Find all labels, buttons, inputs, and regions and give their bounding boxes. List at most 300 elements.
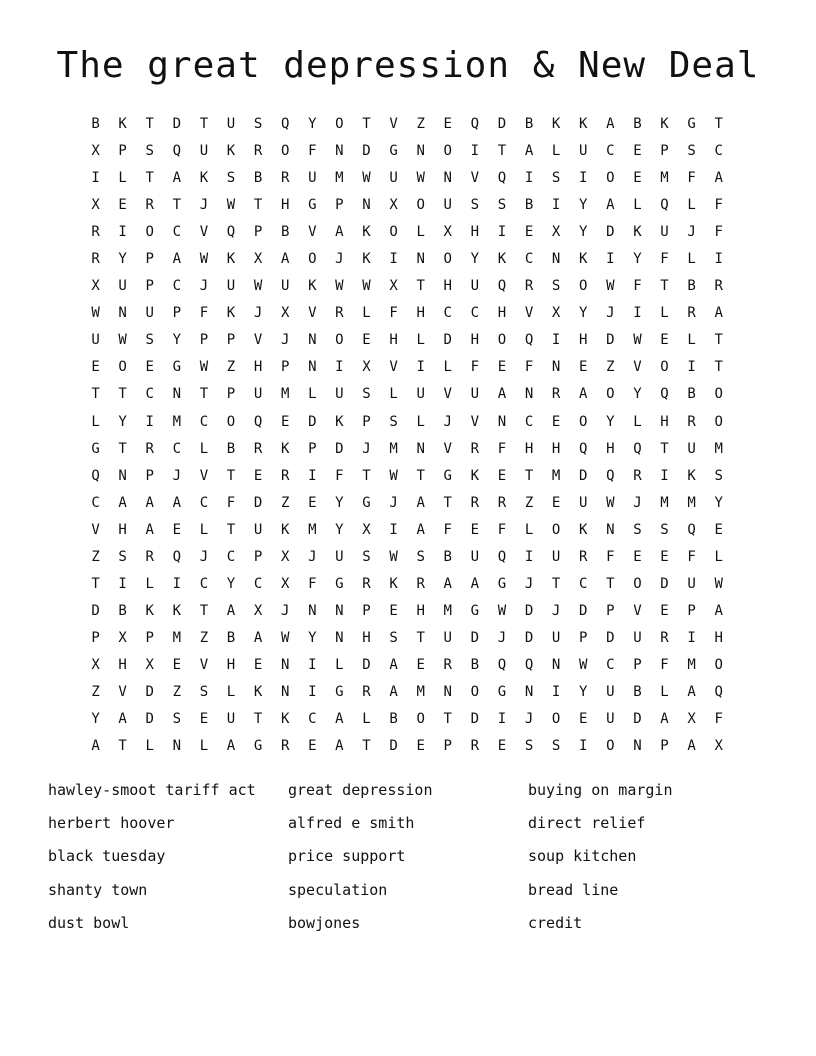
grid-letter[interactable]: T bbox=[118, 738, 127, 755]
grid-letter[interactable]: U bbox=[118, 278, 127, 295]
grid-letter[interactable]: S bbox=[470, 197, 480, 214]
grid-letter[interactable]: F bbox=[308, 575, 317, 592]
grid-letter[interactable]: F bbox=[443, 521, 452, 538]
grid-letter[interactable]: H bbox=[497, 305, 507, 322]
grid-letter[interactable]: M bbox=[280, 386, 290, 403]
grid-letter[interactable]: D bbox=[362, 143, 371, 160]
grid-letter[interactable]: S bbox=[145, 143, 154, 160]
grid-letter[interactable]: Q bbox=[497, 278, 507, 295]
grid-letter[interactable]: A bbox=[389, 656, 398, 673]
grid-letter[interactable]: C bbox=[443, 305, 452, 322]
grid-letter[interactable]: R bbox=[335, 305, 344, 322]
grid-letter[interactable]: S bbox=[118, 548, 127, 565]
grid-letter[interactable]: W bbox=[606, 278, 615, 295]
grid-letter[interactable]: K bbox=[335, 413, 344, 430]
grid-letter[interactable]: X bbox=[280, 305, 290, 322]
grid-letter[interactable]: E bbox=[714, 521, 723, 538]
grid-letter[interactable]: I bbox=[389, 521, 398, 538]
grid-letter[interactable]: R bbox=[280, 738, 290, 755]
grid-letter[interactable]: A bbox=[91, 738, 100, 755]
grid-letter[interactable]: C bbox=[606, 656, 615, 673]
grid-letter[interactable]: R bbox=[687, 305, 696, 322]
grid-letter[interactable]: S bbox=[199, 683, 209, 700]
grid-letter[interactable]: K bbox=[389, 575, 398, 592]
grid-letter[interactable]: Q bbox=[280, 116, 290, 132]
grid-letter[interactable]: T bbox=[226, 521, 236, 538]
grid-letter[interactable]: A bbox=[118, 711, 127, 728]
grid-letter[interactable]: H bbox=[416, 305, 425, 322]
grid-letter[interactable]: L bbox=[335, 656, 344, 673]
grid-letter[interactable]: C bbox=[226, 548, 236, 565]
grid-letter[interactable]: B bbox=[280, 224, 290, 241]
grid-letter[interactable]: P bbox=[660, 738, 669, 755]
grid-letter[interactable]: L bbox=[416, 413, 425, 430]
grid-letter[interactable]: J bbox=[199, 197, 209, 214]
grid-letter[interactable]: D bbox=[91, 602, 100, 619]
grid-letter[interactable]: A bbox=[416, 521, 425, 538]
grid-letter[interactable]: F bbox=[199, 305, 209, 322]
grid-letter[interactable]: J bbox=[524, 711, 534, 728]
grid-letter[interactable]: X bbox=[91, 278, 100, 295]
grid-letter[interactable]: S bbox=[687, 143, 696, 160]
grid-letter[interactable]: M bbox=[443, 602, 452, 619]
grid-letter[interactable]: I bbox=[551, 197, 561, 214]
grid-letter[interactable]: T bbox=[606, 575, 615, 592]
grid-letter[interactable]: A bbox=[470, 575, 480, 592]
grid-letter[interactable]: W bbox=[199, 359, 209, 376]
grid-letter[interactable]: N bbox=[633, 738, 642, 755]
grid-letter[interactable]: G bbox=[443, 467, 452, 484]
grid-letter[interactable]: I bbox=[579, 738, 588, 755]
grid-letter[interactable]: N bbox=[308, 332, 317, 349]
grid-letter[interactable]: D bbox=[660, 575, 669, 592]
grid-letter[interactable]: J bbox=[280, 602, 290, 619]
grid-letter[interactable]: H bbox=[714, 629, 723, 646]
grid-letter[interactable]: L bbox=[660, 305, 669, 322]
grid-letter[interactable]: P bbox=[118, 143, 127, 160]
grid-letter[interactable]: R bbox=[714, 278, 723, 295]
grid-letter[interactable]: A bbox=[416, 494, 425, 511]
grid-letter[interactable]: S bbox=[551, 738, 561, 755]
grid-letter[interactable]: W bbox=[389, 467, 398, 484]
grid-letter[interactable]: L bbox=[145, 575, 154, 592]
grid-letter[interactable]: L bbox=[687, 251, 696, 268]
grid-letter[interactable]: L bbox=[443, 359, 452, 376]
grid-letter[interactable]: U bbox=[389, 170, 398, 187]
grid-letter[interactable]: O bbox=[280, 143, 290, 160]
grid-letter[interactable]: U bbox=[443, 197, 452, 214]
grid-letter[interactable]: O bbox=[443, 251, 452, 268]
grid-letter[interactable]: Q bbox=[470, 116, 480, 132]
grid-letter[interactable]: P bbox=[199, 332, 209, 349]
grid-letter[interactable]: A bbox=[335, 224, 344, 241]
grid-letter[interactable]: Z bbox=[226, 359, 236, 376]
grid-letter[interactable]: D bbox=[145, 711, 154, 728]
grid-letter[interactable]: I bbox=[687, 359, 696, 376]
grid-letter[interactable]: B bbox=[91, 116, 100, 132]
grid-letter[interactable]: Y bbox=[579, 683, 588, 700]
grid-letter[interactable]: E bbox=[172, 521, 182, 538]
grid-letter[interactable]: U bbox=[470, 548, 480, 565]
grid-letter[interactable]: O bbox=[633, 575, 642, 592]
grid-letter[interactable]: A bbox=[145, 521, 154, 538]
grid-letter[interactable]: K bbox=[226, 305, 236, 322]
grid-letter[interactable]: D bbox=[362, 656, 371, 673]
grid-letter[interactable]: R bbox=[470, 440, 480, 457]
grid-letter[interactable]: B bbox=[226, 629, 236, 646]
grid-letter[interactable]: J bbox=[253, 305, 263, 322]
grid-letter[interactable]: R bbox=[91, 224, 100, 241]
grid-letter[interactable]: X bbox=[280, 548, 290, 565]
grid-letter[interactable]: I bbox=[308, 683, 317, 700]
grid-letter[interactable]: X bbox=[280, 575, 290, 592]
grid-letter[interactable]: L bbox=[524, 521, 534, 538]
grid-letter[interactable]: X bbox=[145, 656, 154, 673]
grid-letter[interactable]: M bbox=[687, 494, 696, 511]
grid-letter[interactable]: D bbox=[335, 440, 344, 457]
grid-letter[interactable]: C bbox=[199, 575, 209, 592]
grid-letter[interactable]: Q bbox=[579, 440, 588, 457]
grid-letter[interactable]: K bbox=[226, 143, 236, 160]
grid-letter[interactable]: L bbox=[199, 738, 209, 755]
grid-letter[interactable]: F bbox=[714, 197, 723, 214]
grid-letter[interactable]: W bbox=[335, 278, 344, 295]
grid-letter[interactable]: H bbox=[118, 656, 127, 673]
grid-letter[interactable]: R bbox=[91, 251, 100, 268]
grid-letter[interactable]: S bbox=[362, 548, 371, 565]
grid-letter[interactable]: M bbox=[660, 494, 669, 511]
grid-letter[interactable]: F bbox=[389, 305, 398, 322]
grid-letter[interactable]: J bbox=[524, 575, 534, 592]
grid-letter[interactable]: L bbox=[633, 197, 642, 214]
grid-letter[interactable]: Q bbox=[524, 656, 534, 673]
grid-letter[interactable]: G bbox=[497, 575, 507, 592]
grid-letter[interactable]: U bbox=[687, 575, 696, 592]
grid-letter[interactable]: D bbox=[470, 629, 480, 646]
grid-letter[interactable]: P bbox=[362, 413, 371, 430]
grid-letter[interactable]: J bbox=[551, 602, 561, 619]
grid-letter[interactable]: N bbox=[308, 602, 317, 619]
grid-letter[interactable]: Q bbox=[524, 332, 534, 349]
grid-letter[interactable]: M bbox=[308, 521, 317, 538]
grid-letter[interactable]: I bbox=[551, 683, 561, 700]
grid-letter[interactable]: E bbox=[524, 224, 534, 241]
grid-letter[interactable]: E bbox=[579, 711, 588, 728]
grid-letter[interactable]: E bbox=[362, 332, 371, 349]
grid-letter[interactable]: O bbox=[660, 359, 669, 376]
grid-letter[interactable]: Y bbox=[335, 521, 344, 538]
grid-letter[interactable]: K bbox=[145, 602, 154, 619]
grid-letter[interactable]: U bbox=[253, 521, 263, 538]
grid-letter[interactable]: Q bbox=[172, 143, 182, 160]
grid-letter[interactable]: K bbox=[687, 467, 696, 484]
grid-letter[interactable]: Q bbox=[497, 170, 507, 187]
grid-letter[interactable]: Z bbox=[91, 683, 100, 700]
grid-letter[interactable]: F bbox=[687, 170, 696, 187]
grid-letter[interactable]: I bbox=[551, 332, 561, 349]
grid-letter[interactable]: W bbox=[579, 656, 588, 673]
grid-letter[interactable]: B bbox=[226, 440, 236, 457]
grid-letter[interactable]: A bbox=[253, 629, 263, 646]
grid-letter[interactable]: D bbox=[606, 629, 615, 646]
grid-letter[interactable]: C bbox=[606, 143, 615, 160]
grid-letter[interactable]: H bbox=[443, 278, 452, 295]
grid-letter[interactable]: K bbox=[199, 170, 209, 187]
grid-letter[interactable]: S bbox=[497, 197, 507, 214]
grid-letter[interactable]: O bbox=[389, 224, 398, 241]
grid-letter[interactable]: C bbox=[470, 305, 480, 322]
grid-letter[interactable]: G bbox=[91, 440, 100, 457]
grid-letter[interactable]: F bbox=[308, 143, 317, 160]
grid-letter[interactable]: W bbox=[362, 278, 371, 295]
grid-letter[interactable]: F bbox=[714, 224, 723, 241]
grid-letter[interactable]: G bbox=[253, 738, 263, 755]
grid-letter[interactable]: R bbox=[253, 440, 263, 457]
grid-letter[interactable]: K bbox=[660, 116, 669, 132]
grid-letter[interactable]: Q bbox=[714, 683, 723, 700]
grid-letter[interactable]: T bbox=[145, 116, 154, 132]
grid-letter[interactable]: J bbox=[687, 224, 696, 241]
grid-letter[interactable]: L bbox=[91, 413, 100, 430]
grid-letter[interactable]: M bbox=[416, 683, 425, 700]
grid-letter[interactable]: T bbox=[714, 116, 723, 132]
grid-letter[interactable]: Q bbox=[91, 467, 100, 484]
grid-letter[interactable]: X bbox=[91, 656, 100, 673]
grid-letter[interactable]: H bbox=[579, 332, 588, 349]
grid-letter[interactable]: R bbox=[470, 738, 480, 755]
grid-letter[interactable]: X bbox=[362, 521, 371, 538]
grid-letter[interactable]: N bbox=[172, 386, 182, 403]
grid-letter[interactable]: T bbox=[145, 170, 154, 187]
grid-letter[interactable]: V bbox=[308, 224, 317, 241]
grid-letter[interactable]: H bbox=[524, 440, 534, 457]
grid-letter[interactable]: R bbox=[253, 143, 263, 160]
grid-letter[interactable]: P bbox=[687, 602, 696, 619]
grid-letter[interactable]: V bbox=[118, 683, 127, 700]
grid-letter[interactable]: T bbox=[362, 467, 371, 484]
grid-letter[interactable]: I bbox=[524, 170, 534, 187]
grid-letter[interactable]: P bbox=[226, 386, 236, 403]
grid-letter[interactable]: A bbox=[280, 251, 290, 268]
grid-letter[interactable]: W bbox=[280, 629, 290, 646]
grid-letter[interactable]: V bbox=[91, 521, 100, 538]
grid-letter[interactable]: E bbox=[660, 332, 669, 349]
grid-letter[interactable]: Q bbox=[660, 197, 669, 214]
grid-letter[interactable]: E bbox=[199, 711, 209, 728]
grid-letter[interactable]: A bbox=[714, 305, 723, 322]
grid-letter[interactable]: T bbox=[551, 575, 561, 592]
grid-letter[interactable]: F bbox=[226, 494, 236, 511]
grid-letter[interactable]: L bbox=[633, 413, 642, 430]
grid-letter[interactable]: U bbox=[579, 143, 588, 160]
grid-letter[interactable]: T bbox=[91, 386, 100, 403]
grid-letter[interactable]: A bbox=[145, 494, 154, 511]
grid-letter[interactable]: D bbox=[497, 116, 507, 132]
grid-letter[interactable]: U bbox=[551, 548, 561, 565]
grid-letter[interactable]: N bbox=[280, 656, 290, 673]
grid-letter[interactable]: S bbox=[714, 467, 723, 484]
grid-letter[interactable]: S bbox=[389, 629, 398, 646]
grid-letter[interactable]: C bbox=[199, 413, 209, 430]
grid-letter[interactable]: J bbox=[389, 494, 398, 511]
grid-letter[interactable]: P bbox=[606, 602, 615, 619]
grid-letter[interactable]: B bbox=[524, 197, 534, 214]
grid-letter[interactable]: K bbox=[633, 224, 642, 241]
grid-letter[interactable]: E bbox=[416, 738, 425, 755]
grid-letter[interactable]: E bbox=[308, 738, 317, 755]
grid-letter[interactable]: V bbox=[199, 467, 209, 484]
grid-letter[interactable]: U bbox=[199, 143, 209, 160]
grid-letter[interactable]: E bbox=[253, 656, 263, 673]
grid-letter[interactable]: R bbox=[280, 170, 290, 187]
grid-letter[interactable]: U bbox=[470, 278, 480, 295]
grid-letter[interactable]: E bbox=[551, 413, 561, 430]
grid-letter[interactable]: Y bbox=[633, 251, 642, 268]
grid-letter[interactable]: R bbox=[687, 413, 696, 430]
grid-letter[interactable]: B bbox=[470, 656, 480, 673]
grid-letter[interactable]: Q bbox=[497, 656, 507, 673]
grid-letter[interactable]: L bbox=[687, 332, 696, 349]
grid-letter[interactable]: K bbox=[497, 251, 507, 268]
grid-letter[interactable]: O bbox=[308, 251, 317, 268]
grid-letter[interactable]: X bbox=[362, 359, 371, 376]
grid-letter[interactable]: U bbox=[416, 386, 425, 403]
grid-letter[interactable]: B bbox=[524, 116, 534, 132]
grid-letter[interactable]: E bbox=[497, 359, 507, 376]
grid-letter[interactable]: T bbox=[91, 575, 100, 592]
grid-letter[interactable]: W bbox=[606, 494, 615, 511]
grid-letter[interactable]: O bbox=[551, 711, 561, 728]
grid-letter[interactable]: B bbox=[443, 548, 452, 565]
grid-letter[interactable]: T bbox=[660, 440, 669, 457]
grid-letter[interactable]: G bbox=[362, 494, 371, 511]
grid-letter[interactable]: Y bbox=[579, 197, 588, 214]
grid-letter[interactable]: X bbox=[551, 305, 561, 322]
grid-letter[interactable]: O bbox=[443, 143, 452, 160]
grid-letter[interactable]: L bbox=[199, 521, 209, 538]
grid-letter[interactable]: L bbox=[308, 386, 317, 403]
grid-letter[interactable]: T bbox=[524, 467, 534, 484]
grid-letter[interactable]: C bbox=[145, 386, 154, 403]
grid-letter[interactable]: U bbox=[226, 116, 236, 132]
grid-letter[interactable]: C bbox=[172, 278, 182, 295]
grid-letter[interactable]: G bbox=[687, 116, 696, 132]
grid-letter[interactable]: Z bbox=[416, 116, 425, 132]
grid-letter[interactable]: M bbox=[687, 656, 696, 673]
grid-letter[interactable]: M bbox=[660, 170, 669, 187]
grid-letter[interactable]: K bbox=[362, 251, 371, 268]
grid-letter[interactable]: U bbox=[470, 386, 480, 403]
grid-letter[interactable]: O bbox=[118, 359, 127, 376]
grid-letter[interactable]: W bbox=[389, 548, 398, 565]
grid-letter[interactable]: O bbox=[714, 656, 723, 673]
grid-letter[interactable]: U bbox=[335, 386, 344, 403]
grid-letter[interactable]: E bbox=[660, 548, 669, 565]
grid-letter[interactable]: N bbox=[362, 197, 371, 214]
grid-letter[interactable]: Y bbox=[308, 116, 317, 132]
grid-letter[interactable]: Q bbox=[606, 467, 615, 484]
grid-letter[interactable]: N bbox=[551, 656, 561, 673]
grid-letter[interactable]: Y bbox=[606, 413, 615, 430]
grid-letter[interactable]: K bbox=[579, 251, 588, 268]
grid-letter[interactable]: S bbox=[660, 521, 669, 538]
grid-letter[interactable]: O bbox=[579, 278, 588, 295]
grid-letter[interactable]: R bbox=[443, 656, 452, 673]
grid-letter[interactable]: E bbox=[551, 494, 561, 511]
grid-letter[interactable]: K bbox=[280, 711, 290, 728]
grid-letter[interactable]: V bbox=[443, 386, 452, 403]
grid-letter[interactable]: I bbox=[687, 629, 696, 646]
grid-letter[interactable]: T bbox=[443, 711, 452, 728]
grid-letter[interactable]: A bbox=[172, 494, 182, 511]
grid-letter[interactable]: P bbox=[308, 440, 317, 457]
grid-letter[interactable]: O bbox=[145, 224, 154, 241]
grid-letter[interactable]: R bbox=[633, 467, 642, 484]
grid-letter[interactable]: L bbox=[118, 170, 127, 187]
grid-letter[interactable]: I bbox=[416, 359, 425, 376]
grid-letter[interactable]: A bbox=[226, 602, 236, 619]
grid-letter[interactable]: W bbox=[118, 332, 127, 349]
grid-letter[interactable]: T bbox=[660, 278, 669, 295]
grid-letter[interactable]: P bbox=[226, 332, 236, 349]
grid-letter[interactable]: I bbox=[335, 359, 344, 376]
grid-letter[interactable]: N bbox=[335, 629, 344, 646]
grid-letter[interactable]: Z bbox=[199, 629, 209, 646]
grid-letter[interactable]: L bbox=[145, 738, 154, 755]
grid-letter[interactable]: L bbox=[199, 440, 209, 457]
grid-letter[interactable]: O bbox=[335, 116, 344, 132]
grid-letter[interactable]: U bbox=[443, 629, 452, 646]
grid-letter[interactable]: N bbox=[118, 305, 127, 322]
grid-letter[interactable]: I bbox=[524, 548, 534, 565]
grid-letter[interactable]: A bbox=[524, 143, 534, 160]
grid-letter[interactable]: Z bbox=[91, 548, 100, 565]
grid-letter[interactable]: K bbox=[226, 251, 236, 268]
grid-letter[interactable]: N bbox=[118, 467, 127, 484]
grid-letter[interactable]: Y bbox=[118, 413, 127, 430]
grid-letter[interactable]: F bbox=[497, 440, 507, 457]
grid-letter[interactable]: A bbox=[226, 738, 236, 755]
grid-letter[interactable]: W bbox=[362, 170, 371, 187]
grid-letter[interactable]: W bbox=[633, 332, 642, 349]
grid-letter[interactable]: H bbox=[253, 359, 263, 376]
grid-letter[interactable]: Q bbox=[633, 440, 642, 457]
grid-letter[interactable]: S bbox=[145, 332, 154, 349]
grid-letter[interactable]: A bbox=[714, 170, 723, 187]
grid-letter[interactable]: J bbox=[497, 629, 507, 646]
grid-letter[interactable]: P bbox=[172, 305, 182, 322]
grid-letter[interactable]: Y bbox=[335, 494, 344, 511]
grid-letter[interactable]: J bbox=[362, 440, 371, 457]
grid-letter[interactable]: Z bbox=[606, 359, 615, 376]
grid-letter[interactable]: J bbox=[280, 332, 290, 349]
grid-letter[interactable]: H bbox=[362, 629, 371, 646]
grid-letter[interactable]: D bbox=[253, 494, 263, 511]
grid-letter[interactable]: M bbox=[335, 170, 344, 187]
grid-letter[interactable]: S bbox=[551, 278, 561, 295]
grid-letter[interactable]: O bbox=[335, 332, 344, 349]
grid-letter[interactable]: X bbox=[714, 738, 723, 755]
grid-letter[interactable]: N bbox=[524, 683, 534, 700]
grid-letter[interactable]: H bbox=[416, 602, 425, 619]
grid-letter[interactable]: G bbox=[497, 683, 507, 700]
grid-letter[interactable]: Y bbox=[308, 629, 317, 646]
grid-letter[interactable]: H bbox=[280, 197, 290, 214]
grid-letter[interactable]: R bbox=[660, 629, 669, 646]
grid-letter[interactable]: D bbox=[606, 332, 615, 349]
grid-letter[interactable]: W bbox=[714, 575, 723, 592]
grid-letter[interactable]: Z bbox=[280, 494, 290, 511]
